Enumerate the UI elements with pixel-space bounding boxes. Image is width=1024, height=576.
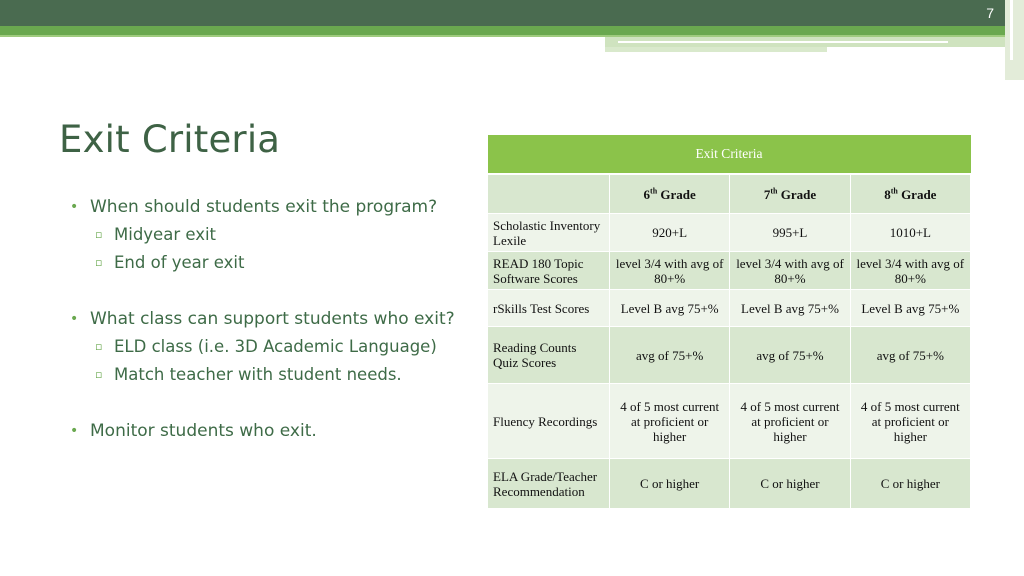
table-cell: Level B avg 75+% xyxy=(850,290,970,327)
sub-bullet-item xyxy=(70,364,470,392)
decor-line xyxy=(618,41,948,43)
bullet-item xyxy=(70,308,470,336)
table-cell: Level B avg 75+% xyxy=(610,290,730,327)
sub-bullet-item xyxy=(70,224,470,252)
sub-bullet-text: ELD class (i.e. 3D Academic Language) xyxy=(114,337,437,356)
bullet-dot-icon: • xyxy=(70,199,79,215)
sub-bullet-text: End of year exit xyxy=(114,253,245,272)
table-cell: level 3/4 with avg of 80+% xyxy=(610,252,730,290)
table-cell: avg of 75+% xyxy=(850,327,970,384)
table-cell: level 3/4 with avg of 80+% xyxy=(850,252,970,290)
row-label: Scholastic Inventory Lexile xyxy=(488,214,610,252)
bullet-list xyxy=(70,196,470,448)
row-label: Reading Counts Quiz Scores xyxy=(488,327,610,384)
table-cell: avg of 75+% xyxy=(610,327,730,384)
exit-criteria-table xyxy=(487,135,971,509)
bullet-item xyxy=(70,196,470,224)
table-row xyxy=(488,252,971,290)
table-cell: 920+L xyxy=(610,214,730,252)
row-label: Fluency Recordings xyxy=(488,384,610,459)
bullet-text: Monitor students who exit. xyxy=(90,421,317,441)
table-cell: C or higher xyxy=(610,459,730,509)
table-cell: level 3/4 with avg of 80+% xyxy=(730,252,850,290)
sub-bullet-text: Match teacher with student needs. xyxy=(114,365,402,384)
slide-title: Exit Criteria xyxy=(59,118,281,161)
decor-vertical-line xyxy=(1010,0,1013,60)
table-header-row xyxy=(488,174,971,214)
square-bullet-icon: ▫ xyxy=(95,340,103,353)
column-header: 6th Grade xyxy=(610,174,730,214)
table-cell: avg of 75+% xyxy=(730,327,850,384)
header-band-light xyxy=(0,26,1024,35)
row-label: rSkills Test Scores xyxy=(488,290,610,327)
table-row xyxy=(488,459,971,509)
square-bullet-icon: ▫ xyxy=(95,256,103,269)
table-row xyxy=(488,214,971,252)
table-cell: Level B avg 75+% xyxy=(730,290,850,327)
bullet-item xyxy=(70,420,470,448)
table-row xyxy=(488,290,971,327)
column-header: 8th Grade xyxy=(850,174,970,214)
table-row xyxy=(488,384,971,459)
table-cell: C or higher xyxy=(730,459,850,509)
decor-vertical-band xyxy=(1005,0,1024,80)
table-cell: 4 of 5 most current at proficient or higher xyxy=(730,384,850,459)
slide-number: 7 xyxy=(986,5,994,21)
row-label: READ 180 Topic Software Scores xyxy=(488,252,610,290)
table-row xyxy=(488,327,971,384)
header-band-dark xyxy=(0,0,1024,26)
bullet-dot-icon: • xyxy=(70,423,79,439)
sub-bullet-item xyxy=(70,252,470,280)
bullet-text: What class can support students who exit? xyxy=(90,309,455,329)
square-bullet-icon: ▫ xyxy=(95,368,103,381)
bullet-text: When should students exit the program? xyxy=(90,197,438,217)
sub-bullet-item xyxy=(70,336,470,364)
row-label: ELA Grade/Teacher Recommendation xyxy=(488,459,610,509)
table-caption: Exit Criteria xyxy=(488,135,971,174)
column-header: 7th Grade xyxy=(730,174,850,214)
table-cell: 4 of 5 most current at proficient or higher xyxy=(850,384,970,459)
sub-bullet-text: Midyear exit xyxy=(114,225,217,244)
table-cell: 4 of 5 most current at proficient or higher xyxy=(610,384,730,459)
table-corner-cell xyxy=(488,174,610,214)
square-bullet-icon: ▫ xyxy=(95,228,103,241)
decor-band-right-small xyxy=(605,47,827,52)
bullet-dot-icon: • xyxy=(70,311,79,327)
table-cell: C or higher xyxy=(850,459,970,509)
table-cell: 995+L xyxy=(730,214,850,252)
table-cell: 1010+L xyxy=(850,214,970,252)
